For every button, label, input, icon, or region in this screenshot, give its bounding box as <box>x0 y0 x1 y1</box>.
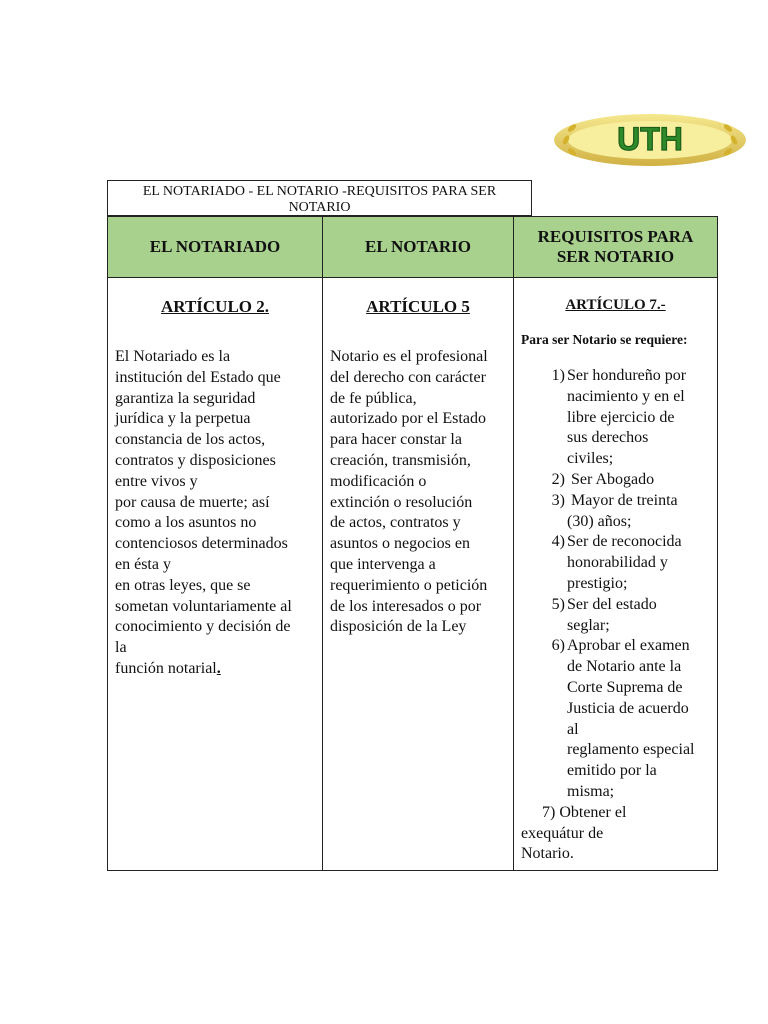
text-line: por causa de muerte; así <box>115 493 270 511</box>
text-line: conocimiento y decisión de <box>115 618 291 636</box>
text-line: garantiza la seguridad <box>115 389 256 407</box>
list-item-cont: prestigio; <box>567 574 628 592</box>
text-line-last <box>115 659 315 680</box>
uth-logo-text: UTH <box>617 121 683 157</box>
text-line: de actos, contratos y <box>330 514 461 532</box>
item-text: Ser de reconocida <box>567 533 682 551</box>
text-line: para hacer constar la <box>330 431 462 449</box>
list-item-cont: libre ejercicio de <box>567 408 675 426</box>
text-line: requerimiento o petición <box>330 576 488 594</box>
document-title <box>107 180 532 216</box>
list-item-cont: misma; <box>567 782 615 800</box>
list-item-cont: nacimiento y en el <box>567 387 685 405</box>
list-item-cont: de Notario ante la <box>567 658 682 676</box>
text-line: como a los asuntos no <box>115 514 257 532</box>
item-number: 2) <box>551 470 565 488</box>
list-item-cont: sus derechos <box>567 429 649 447</box>
item-text: Aprobar el examen <box>567 637 690 655</box>
text-line: sometan voluntariamente al <box>115 597 292 615</box>
list-item-cont: honorabilidad y <box>567 554 668 572</box>
notario-text <box>330 347 506 638</box>
item-number: 6) <box>551 637 565 655</box>
uth-logo-graphic <box>552 112 748 168</box>
header-notario: EL NOTARIO <box>323 217 514 278</box>
list-item-cont: al <box>567 720 579 738</box>
table-header-row <box>108 217 718 278</box>
notariado-text <box>115 347 315 680</box>
text-line: autorizado por el Estado <box>330 410 486 428</box>
header-requisitos-line-1: REQUISITOS PARA <box>537 227 694 246</box>
text-line: creación, transmisión, <box>330 451 471 469</box>
text-line: en ésta y <box>115 555 171 573</box>
cell-notario <box>323 278 514 871</box>
text-line: constancia de los actos, <box>115 431 266 449</box>
item-number: 4) <box>551 533 565 551</box>
text-line: asuntos o negocios en <box>330 535 470 553</box>
item-number: 5) <box>551 595 565 613</box>
list-item-7-cont: Notario. <box>521 845 574 863</box>
list-item <box>515 470 716 491</box>
item-text: Ser del estado <box>567 595 657 613</box>
table-body-row <box>108 278 718 871</box>
item-text: Mayor de treinta <box>567 491 678 509</box>
cell-notariado <box>108 278 323 871</box>
text-line: entre vivos y <box>115 472 198 490</box>
list-item-7: 7) Obtener el <box>542 803 627 821</box>
cell-requisitos <box>514 278 718 871</box>
list-item <box>515 595 716 616</box>
title-line-1: EL NOTARIADO - EL NOTARIO -REQUISITOS PARA SER <box>142 184 497 199</box>
list-item-cont: seglar; <box>567 616 610 634</box>
text-line: modificación o <box>330 472 427 490</box>
text-line: de los interesados o por <box>330 597 482 615</box>
text-line: que intervenga a <box>330 555 436 573</box>
requisitos-intro: Para ser Notario se requiere: <box>521 332 688 347</box>
list-item <box>515 366 716 387</box>
list-item-cont: (30) años; <box>567 512 632 530</box>
text-line: Notario es el profesional <box>330 348 488 365</box>
list-item-cont: Corte Suprema de <box>567 678 683 696</box>
list-item-7-cont: exequátur de <box>521 824 604 842</box>
header-requisitos <box>514 217 718 278</box>
list-item-cont: reglamento especial <box>567 741 695 759</box>
item-text: Ser Abogado <box>567 470 655 488</box>
list-item <box>515 491 716 512</box>
text-line: contenciosos determinados <box>115 535 288 553</box>
item-number: 1) <box>551 367 565 384</box>
article-7-heading: ARTÍCULO 7.- <box>565 297 666 313</box>
text-line: jurídica y la perpetua <box>115 410 251 428</box>
text-line: disposición de la Ley <box>330 618 467 636</box>
text-line: contratos y disposiciones <box>115 451 276 469</box>
text-line: la <box>115 639 127 657</box>
list-item-cont: civiles; <box>567 450 614 468</box>
text-line: de fe pública, <box>330 389 417 407</box>
text-line: El Notariado es la <box>115 348 231 365</box>
last-line-punct: . <box>216 659 221 677</box>
text-line: en otras leyes, que se <box>115 576 251 594</box>
comparison-table <box>107 216 718 871</box>
item-text: Ser hondureño por <box>567 367 687 384</box>
list-item <box>515 532 716 553</box>
article-2-heading: ARTÍCULO 2. <box>160 297 270 316</box>
item-number: 3) <box>551 491 565 509</box>
list-item <box>515 636 716 657</box>
text-line: extinción o resolución <box>330 493 473 511</box>
text-line: del derecho con carácter <box>330 368 486 386</box>
list-item-cont: Justicia de acuerdo <box>567 699 689 717</box>
header-requisitos-line-2: SER NOTARIO <box>556 247 675 266</box>
text-line: institución del Estado que <box>115 368 281 386</box>
uth-logo <box>552 112 748 168</box>
header-notariado: EL NOTARIADO <box>108 217 323 278</box>
last-line-text: función notarial <box>115 659 217 677</box>
article-5-heading: ARTÍCULO 5 <box>366 297 470 316</box>
list-item-cont: emitido por la <box>567 762 657 780</box>
title-line-2: NOTARIO <box>288 200 351 215</box>
requisitos-list <box>515 366 716 865</box>
